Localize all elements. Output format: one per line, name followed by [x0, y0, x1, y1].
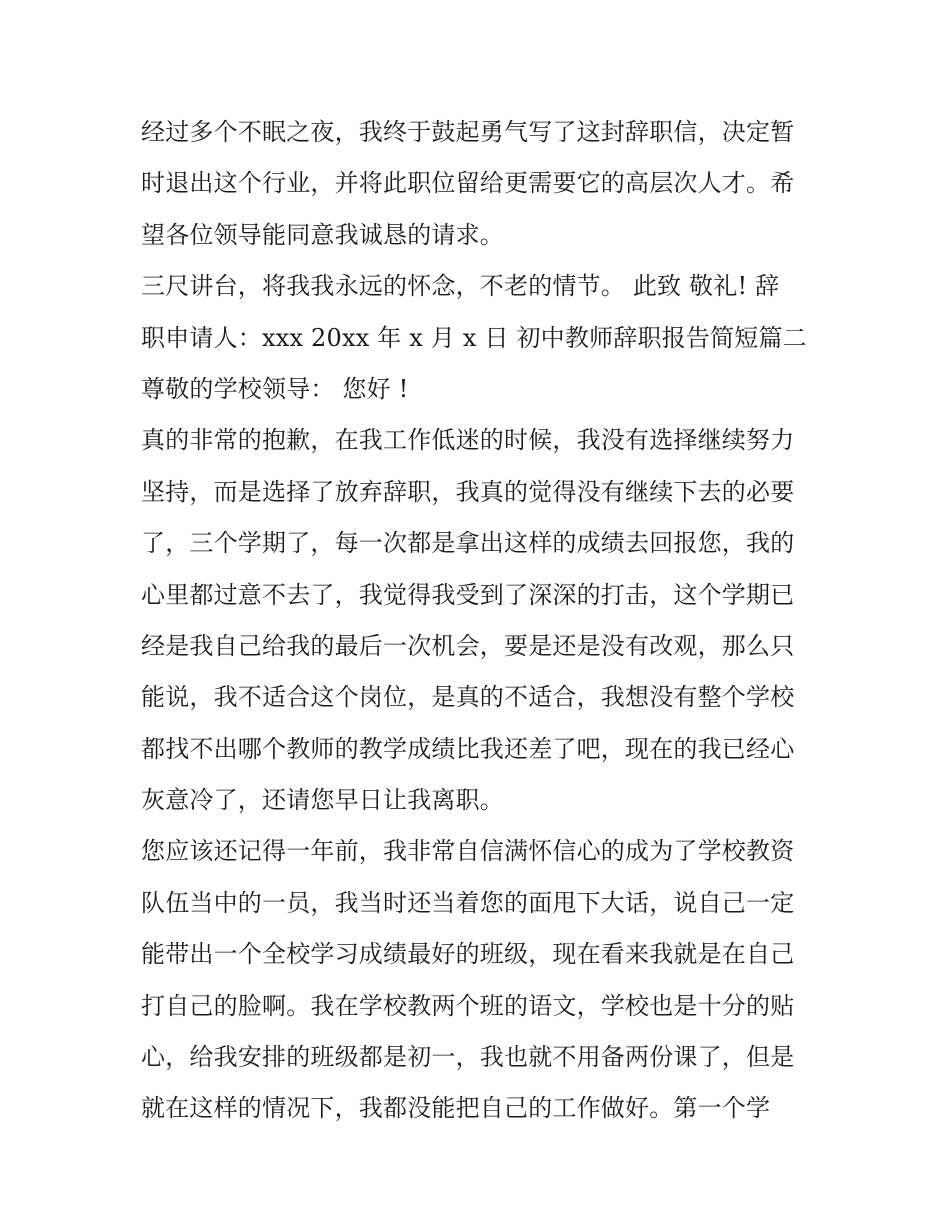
- document-body: [141, 107, 821, 1135]
- text-line: 就在这样的情况下，我都没能把自己的工作做好。第一个学: [141, 1094, 771, 1123]
- paragraph-1: [141, 107, 821, 261]
- text-line: 队伍当中的一员，我当时还当着您的面甩下大话，说自己一定: [141, 888, 795, 917]
- text-line: 时退出这个行业，并将此职位留给更需要它的高层次人才。希: [141, 169, 795, 198]
- text-line: 心里都过意不去了，我觉得我受到了深深的打击，这个学期已: [141, 580, 795, 609]
- text-line: 能带出一个全校学习成绩最好的班级，现在看来我就是在自己: [141, 940, 795, 969]
- text-line: 您应该还记得一年前，我非常自信满怀信心的成为了学校教资: [141, 837, 795, 866]
- text-line: 望各位领导能同意我诚恳的请求。: [141, 220, 504, 249]
- paragraph-2: [141, 261, 821, 415]
- text-line: 能说，我不适合这个岗位，是真的不适合，我想没有整个学校: [141, 683, 795, 712]
- text-line: 经是我自己给我的最后一次机会，要是还是没有改观，那么只: [141, 631, 795, 660]
- text-line: 真的非常的抱歉，在我工作低迷的时候，我没有选择继续努力: [141, 426, 795, 455]
- text-line: 灰意冷了，还请您早日让我离职。: [141, 786, 504, 815]
- text-line: 职申请人：xxx 20xx 年 x 月 x 日 初中教师辞职报告简短篇二: [141, 323, 807, 352]
- paragraph-4: [141, 826, 821, 1134]
- text-line: 经过多个不眠之夜，我终于鼓起勇气写了这封辞职信，决定暂: [141, 118, 795, 146]
- text-line: 坚持，而是选择了放弃辞职，我真的觉得没有继续下去的必要: [141, 477, 795, 506]
- text-line: 三尺讲台，将我我永远的怀念，不老的情节。 此致 敬礼! 辞: [141, 272, 780, 301]
- text-line: 尊敬的学校领导： 您好 !: [141, 374, 409, 403]
- text-line: 了，三个学期了，每一次都是拿出这样的成绩去回报您，我的: [141, 529, 795, 558]
- text-line: 打自己的脸啊。我在学校教两个班的语文，学校也是十分的贴: [141, 991, 795, 1020]
- text-line: 心，给我安排的班级都是初一，我也就不用备两份课了，但是: [141, 1043, 795, 1072]
- paragraph-3: [141, 415, 821, 826]
- text-line: 都找不出哪个教师的教学成绩比我还差了吧，现在的我已经心: [141, 734, 795, 763]
